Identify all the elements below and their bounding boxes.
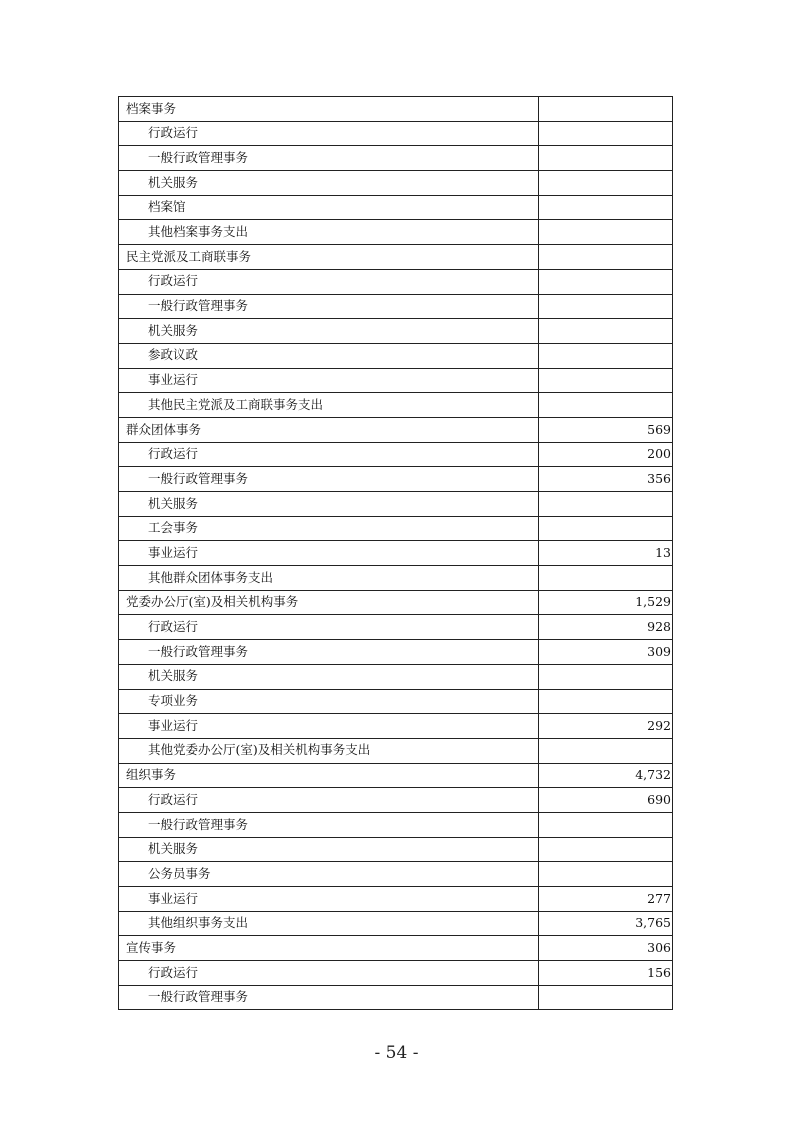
item-name: 事业运行 xyxy=(148,890,199,906)
subcategory-row xyxy=(119,294,673,319)
item-name: 参政议政 xyxy=(148,347,199,363)
subcategory-row xyxy=(119,467,673,492)
item-name: 其他党委办公厅(室)及相关机构事务支出 xyxy=(148,742,371,758)
item-name: 其他档案事务支出 xyxy=(148,224,249,240)
item-name-cell xyxy=(119,640,539,665)
category-row xyxy=(119,245,673,270)
subcategory-row xyxy=(119,492,673,517)
subcategory-row xyxy=(119,220,673,245)
item-name: 行政运行 xyxy=(148,273,199,289)
item-name-cell xyxy=(119,393,539,418)
item-name: 行政运行 xyxy=(148,791,199,807)
amount-cell: 292 xyxy=(539,714,673,739)
subcategory-row xyxy=(119,319,673,344)
item-name-cell xyxy=(119,985,539,1010)
item-name: 行政运行 xyxy=(148,964,199,980)
item-name: 一般行政管理事务 xyxy=(148,298,249,314)
amount-cell: 309 xyxy=(539,640,673,665)
amount-cell xyxy=(539,195,673,220)
item-name-cell xyxy=(119,220,539,245)
amount-cell: 306 xyxy=(539,936,673,961)
amount-cell xyxy=(539,220,673,245)
amount-cell: 4,732 xyxy=(539,763,673,788)
amount-cell xyxy=(539,664,673,689)
item-name-cell xyxy=(119,417,539,442)
amount-cell xyxy=(539,171,673,196)
item-name: 事业运行 xyxy=(148,717,199,733)
item-name-cell xyxy=(119,714,539,739)
amount-cell: 277 xyxy=(539,887,673,912)
subcategory-row xyxy=(119,961,673,986)
item-name-cell xyxy=(119,664,539,689)
item-name: 行政运行 xyxy=(148,446,199,462)
item-name: 一般行政管理事务 xyxy=(148,989,249,1005)
item-name-cell xyxy=(119,319,539,344)
item-name: 组织事务 xyxy=(126,767,177,783)
item-name: 行政运行 xyxy=(148,619,199,635)
amount-cell xyxy=(539,368,673,393)
subcategory-row xyxy=(119,689,673,714)
amount-cell xyxy=(539,97,673,122)
item-name-cell xyxy=(119,442,539,467)
item-name-cell xyxy=(119,961,539,986)
item-name-cell xyxy=(119,590,539,615)
item-name-cell xyxy=(119,294,539,319)
amount-cell xyxy=(539,689,673,714)
item-name-cell xyxy=(119,146,539,171)
amount-cell xyxy=(539,269,673,294)
amount-cell: 156 xyxy=(539,961,673,986)
item-name-cell xyxy=(119,887,539,912)
subcategory-row xyxy=(119,368,673,393)
item-name: 党委办公厅(室)及相关机构事务 xyxy=(126,594,299,610)
subcategory-row xyxy=(119,664,673,689)
item-name-cell xyxy=(119,566,539,591)
item-name: 一般行政管理事务 xyxy=(148,149,249,165)
item-name: 档案事务 xyxy=(126,100,177,116)
item-name-cell xyxy=(119,171,539,196)
item-name-cell xyxy=(119,837,539,862)
amount-cell: 3,765 xyxy=(539,911,673,936)
amount-cell: 13 xyxy=(539,541,673,566)
item-name-cell xyxy=(119,615,539,640)
subcategory-row xyxy=(119,541,673,566)
item-name: 行政运行 xyxy=(148,125,199,141)
item-name-cell xyxy=(119,936,539,961)
amount-cell xyxy=(539,738,673,763)
item-name: 专项业务 xyxy=(148,693,199,709)
item-name: 机关服务 xyxy=(148,322,199,338)
item-name-cell xyxy=(119,343,539,368)
amount-cell xyxy=(539,393,673,418)
item-name: 其他民主党派及工商联事务支出 xyxy=(148,396,324,412)
subcategory-row xyxy=(119,269,673,294)
item-name: 工会事务 xyxy=(148,520,199,536)
item-name: 机关服务 xyxy=(148,174,199,190)
amount-cell xyxy=(539,862,673,887)
subcategory-row xyxy=(119,738,673,763)
amount-cell: 200 xyxy=(539,442,673,467)
subcategory-row xyxy=(119,442,673,467)
amount-cell xyxy=(539,516,673,541)
item-name-cell xyxy=(119,467,539,492)
subcategory-row xyxy=(119,615,673,640)
item-name-cell xyxy=(119,121,539,146)
item-name: 事业运行 xyxy=(148,544,199,560)
amount-cell: 1,529 xyxy=(539,590,673,615)
item-name: 机关服务 xyxy=(148,495,199,511)
amount-cell xyxy=(539,146,673,171)
item-name: 一般行政管理事务 xyxy=(148,816,249,832)
amount-cell xyxy=(539,343,673,368)
subcategory-row xyxy=(119,121,673,146)
subcategory-row xyxy=(119,714,673,739)
subcategory-row xyxy=(119,887,673,912)
amount-cell xyxy=(539,812,673,837)
amount-cell xyxy=(539,837,673,862)
item-name-cell xyxy=(119,269,539,294)
amount-cell: 356 xyxy=(539,467,673,492)
item-name-cell xyxy=(119,862,539,887)
category-row xyxy=(119,590,673,615)
subcategory-row xyxy=(119,566,673,591)
item-name-cell xyxy=(119,738,539,763)
item-name-cell xyxy=(119,788,539,813)
item-name-cell xyxy=(119,492,539,517)
amount-cell xyxy=(539,985,673,1010)
item-name: 公务员事务 xyxy=(148,865,211,881)
amount-cell xyxy=(539,294,673,319)
item-name: 其他群众团体事务支出 xyxy=(148,569,274,585)
item-name-cell xyxy=(119,911,539,936)
amount-cell xyxy=(539,566,673,591)
item-name-cell xyxy=(119,689,539,714)
item-name: 一般行政管理事务 xyxy=(148,470,249,486)
item-name-cell xyxy=(119,195,539,220)
subcategory-row xyxy=(119,146,673,171)
item-name: 其他组织事务支出 xyxy=(148,915,249,931)
subcategory-row xyxy=(119,862,673,887)
subcategory-row xyxy=(119,911,673,936)
budget-expenditure-table xyxy=(118,96,673,1010)
item-name: 群众团体事务 xyxy=(126,421,202,437)
item-name-cell xyxy=(119,541,539,566)
category-row xyxy=(119,936,673,961)
subcategory-row xyxy=(119,516,673,541)
amount-cell xyxy=(539,245,673,270)
amount-cell: 690 xyxy=(539,788,673,813)
category-row xyxy=(119,763,673,788)
item-name: 宣传事务 xyxy=(126,939,177,955)
subcategory-row xyxy=(119,343,673,368)
subcategory-row xyxy=(119,837,673,862)
item-name: 机关服务 xyxy=(148,841,199,857)
item-name-cell xyxy=(119,245,539,270)
item-name-cell xyxy=(119,812,539,837)
page-number: - 54 - xyxy=(374,1043,419,1063)
item-name: 机关服务 xyxy=(148,668,199,684)
item-name: 事业运行 xyxy=(148,372,199,388)
item-name-cell xyxy=(119,516,539,541)
item-name: 民主党派及工商联事务 xyxy=(126,248,252,264)
item-name: 档案馆 xyxy=(148,199,186,215)
item-name-cell xyxy=(119,97,539,122)
table-body xyxy=(119,97,673,1010)
subcategory-row xyxy=(119,788,673,813)
subcategory-row xyxy=(119,640,673,665)
subcategory-row xyxy=(119,812,673,837)
category-row xyxy=(119,417,673,442)
subcategory-row xyxy=(119,393,673,418)
category-row xyxy=(119,97,673,122)
amount-cell xyxy=(539,121,673,146)
amount-cell xyxy=(539,319,673,344)
subcategory-row xyxy=(119,985,673,1010)
amount-cell xyxy=(539,492,673,517)
item-name-cell xyxy=(119,368,539,393)
subcategory-row xyxy=(119,195,673,220)
amount-cell: 569 xyxy=(539,417,673,442)
subcategory-row xyxy=(119,171,673,196)
item-name-cell xyxy=(119,763,539,788)
amount-cell: 928 xyxy=(539,615,673,640)
item-name: 一般行政管理事务 xyxy=(148,643,249,659)
